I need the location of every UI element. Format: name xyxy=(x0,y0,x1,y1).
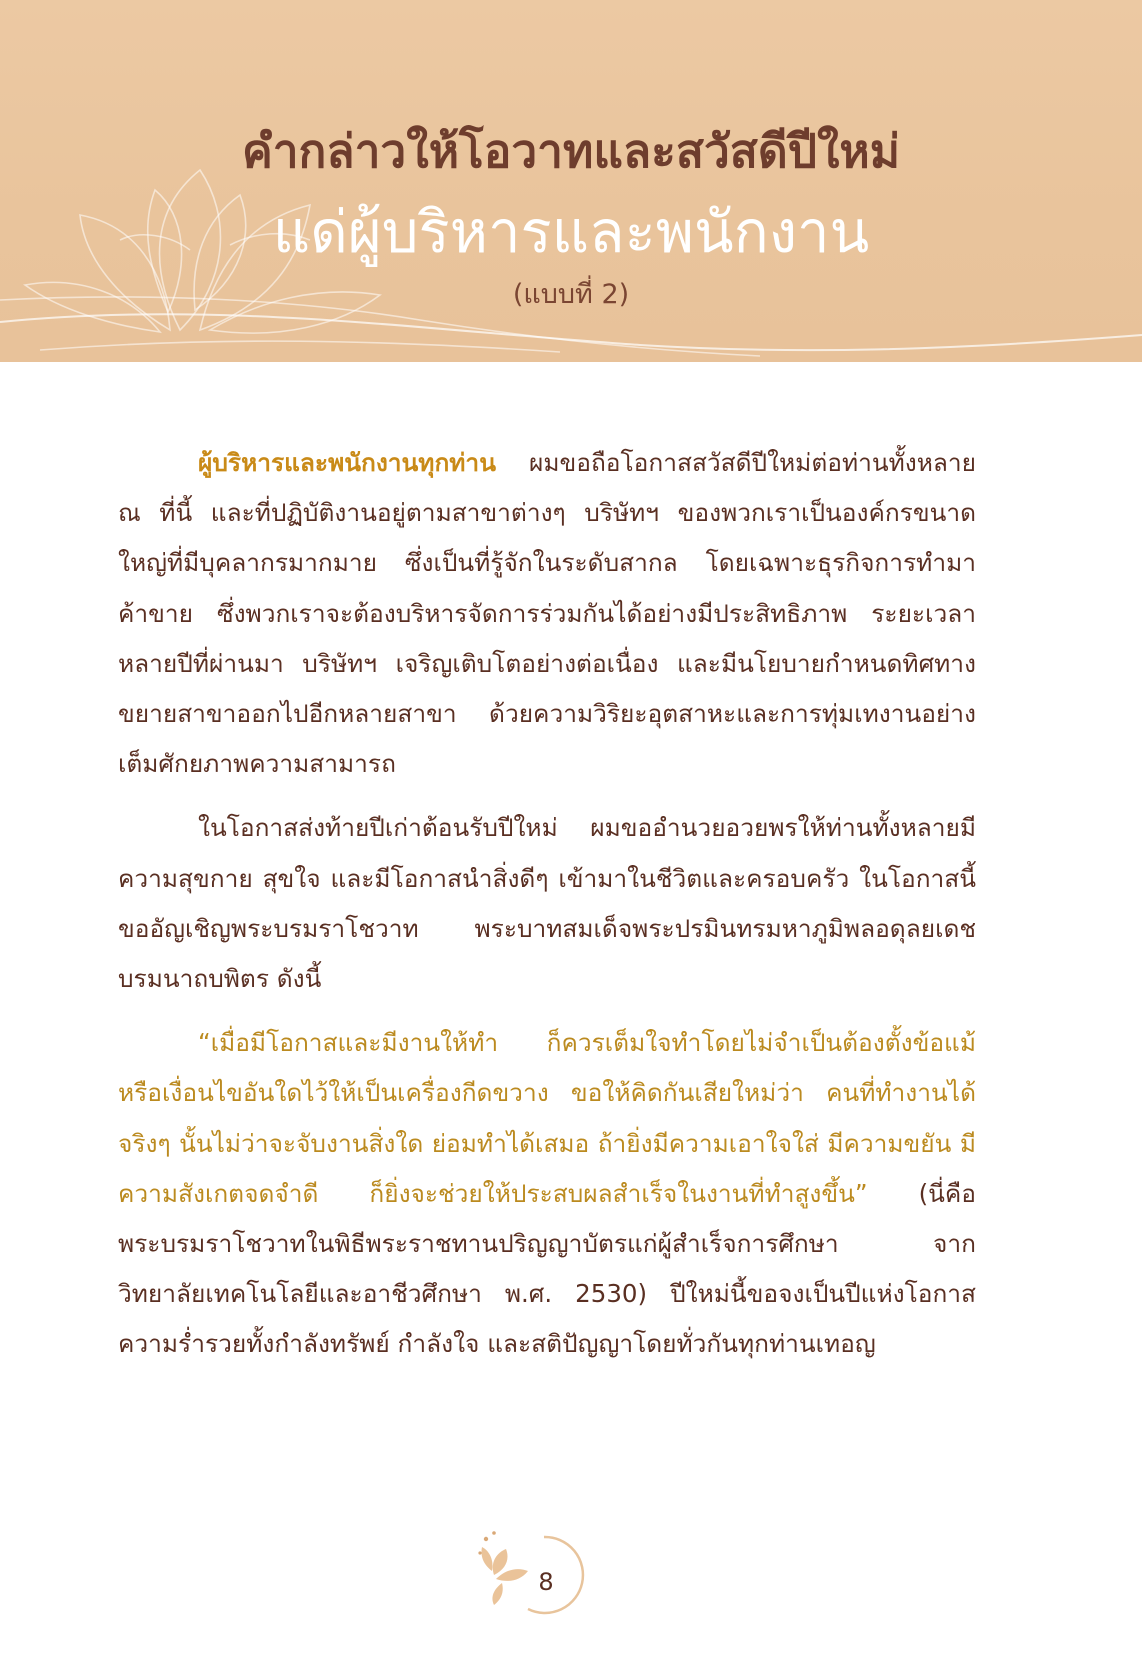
royal-quote: “เมื่อมีโอกาสและมีงานให้ทำ ก็ควรเต็มใจทำโดยไม่จำเป็นต้องตั้งข้อแม้ หรือเงื่อนไขอันใดไว้ให้เป็นเครื่องกีดขวาง ขอให้คิดกันเสียใหม่ว่า คนที่ทำงานได้จริงๆ นั้นไม่ว่าจะจับงานสิ่งใด ย่อมทำได้เสมอ ถ้ายิ่งมีความเอาใจใส่ มีความขยัน มีความสังเกตจดจำดี ก็ยิ่งจะช่วยให้ประสบผลสำเร็จในงานที่ทำสูงขึ้น” xyxy=(118,1028,976,1208)
paragraph-1-text: ผมขอถือโอกาสสวัสดีปีใหม่ต่อท่านทั้งหลาย ณ ที่นี้ และที่ปฏิบัติงานอยู่ตามสาขาต่างๆ บริษัทฯ ของพวกเราเป็นองค์กรขนาดใหญ่ที่มีบุคลากรมากมาย ซึ่งเป็นที่รู้จักในระดับสากล โดยเฉพาะธุรกิจการทำมาค้าขาย ซึ่งพวกเราจะต้องบริหารจัดการร่วมกันได้อย่างมีประสิทธิภาพ ระยะเวลาหลายปีที่ผ่านมา บริษัทฯ เจริญเติบโตอย่างต่อเนื่อง และมีนโยบายกำหนดทิศทางขยายสาขาออกไปอีกหลายสาขา ด้วยความวิริยะอุตสาหะและการทุ่มเทงานอย่างเต็มศักยภาพความสามารถ xyxy=(118,448,976,779)
paragraph-1 xyxy=(118,438,976,789)
paragraph-2-text: ในโอกาสส่งท้ายปีเก่าต้อนรับปีใหม่ ผมขออำนวยอวยพรให้ท่านทั้งหลายมีความสุขกาย สุขใจ และมีโอกาสนำสิ่งดีๆ เข้ามาในชีวิตและครอบครัว ในโอกาสนี้ขออัญเชิญพระบรมราโชวาท พระบาทสมเด็จพระปรมินทรมหาภูมิพลอดุลยเดช บรมนาถบพิตร ดังนี้ xyxy=(118,813,976,994)
title-line-1: คำกล่าวให้โอวาทและสวัสดีปีใหม่ xyxy=(241,124,901,178)
paragraph-3 xyxy=(118,1018,976,1369)
page-number: 8 xyxy=(538,1568,554,1596)
title-line-2: แด่ผู้บริหารและพนักงาน xyxy=(272,198,870,266)
header-band xyxy=(0,0,1142,362)
title-line-3: (แบบที่ 2) xyxy=(512,279,630,310)
body-content xyxy=(118,438,976,1384)
paragraph-2 xyxy=(118,803,976,1004)
paragraph-1-lead: ผู้บริหารและพนักงานทุกท่าน xyxy=(198,448,496,477)
paragraph-3-text: (นี่คือพระบรมราโชวาทในพิธีพระราชทานปริญญาบัตรแก่ผู้สำเร็จการศึกษา จากวิทยาลัยเทคโนโลยีและอาชีวศึกษา พ.ศ. 2530) ปีใหม่นี้ขอจงเป็นปีแห่งโอกาสความร่ำรวยทั้งกำลังทรัพย์ กำลังใจ และสติปัญญาโดยทั่วกันทุกท่านเทอญ xyxy=(118,1178,977,1359)
